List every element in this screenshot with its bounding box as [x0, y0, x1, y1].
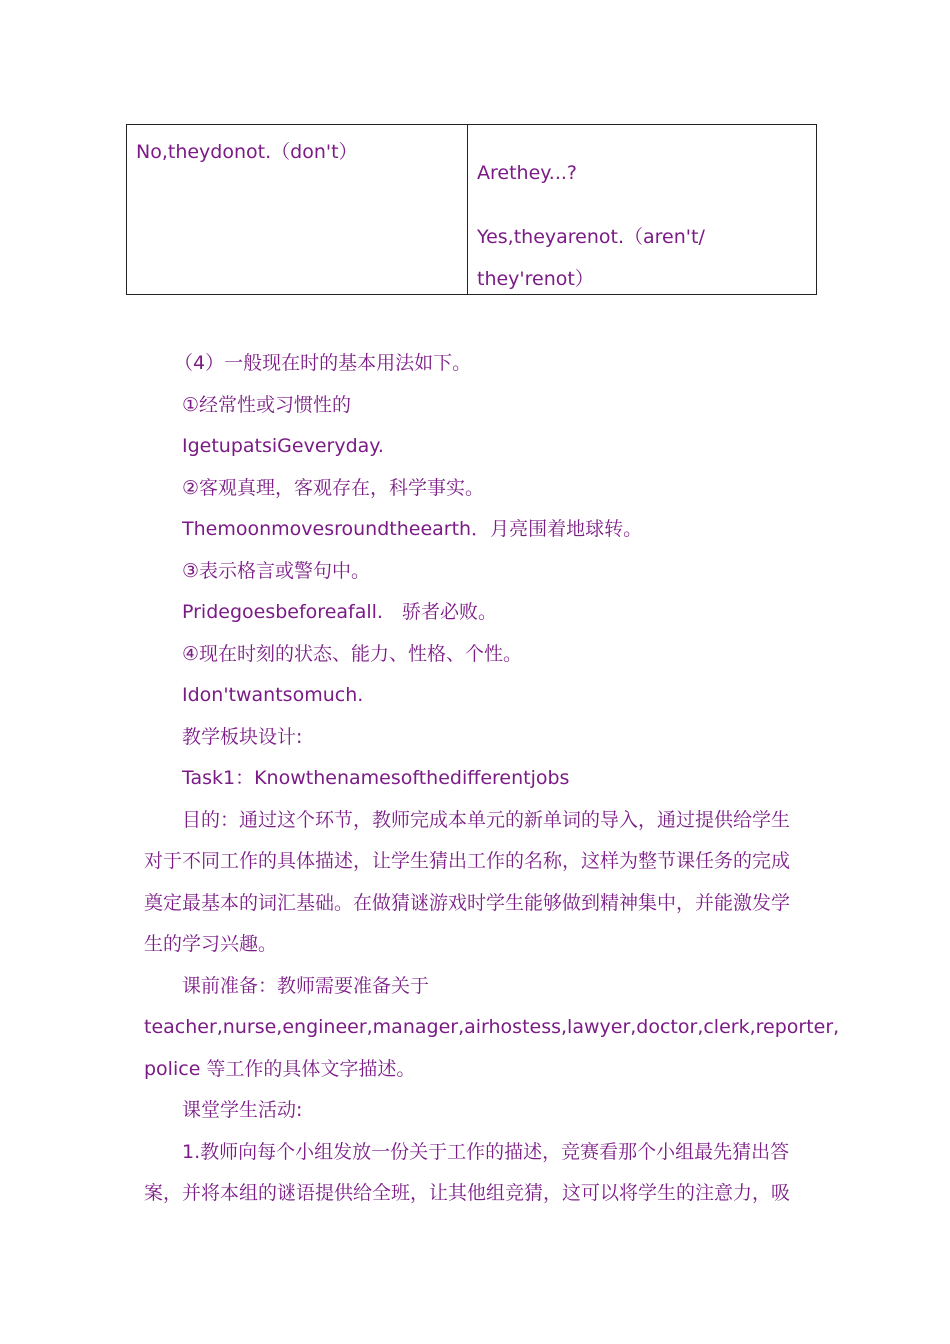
- table-row: [127, 125, 817, 295]
- use3-title: ③表示格言或警句中。: [182, 560, 371, 582]
- negative-answer-do: No,theydonot.（don't）: [136, 141, 358, 163]
- use1-example: IgetupatsiGeveryday.: [182, 435, 384, 457]
- question-be: Arethey...?: [477, 162, 578, 184]
- use4-example: Idon'twantsomuch.: [182, 684, 364, 706]
- design-heading: 教学板块设计:: [182, 726, 303, 748]
- purpose-line: 奠定最基本的词汇基础。在做猜谜游戏时学生能够做到精神集中，并能激发学: [144, 892, 791, 914]
- negative-answer-be: Yes,theyarenot.（aren't/: [477, 226, 705, 248]
- task1-title: Task1：Knowthenamesofthedifferentjobs: [182, 767, 570, 789]
- use2-title: ②客观真理，客观存在，科学事实。: [182, 477, 485, 499]
- negative-answer-be-contd: they'renot）: [477, 268, 594, 290]
- grammar-table: [126, 124, 817, 295]
- use2-example: Themoonmovesroundtheearth．月亮围着地球转。: [182, 518, 643, 540]
- use4-title: ④现在时刻的状态、能力、性格、个性。: [182, 643, 523, 665]
- activity-line: 案，并将本组的谜语提供给全班，让其他组竞猜，这可以将学生的注意力，吸: [144, 1182, 791, 1204]
- prep-line: teacher,nurse,engineer,manager,airhostess,lawyer,doctor,clerk,reporter,: [144, 1016, 840, 1038]
- purpose-line: 目的：通过这个环节，教师完成本单元的新单词的导入，通过提供给学生: [182, 809, 791, 831]
- prep-line: 课前准备：教师需要准备关于: [182, 975, 430, 997]
- prep-line: police 等工作的具体文字描述。: [144, 1058, 416, 1080]
- table-cell-right: [468, 125, 817, 295]
- table-cell-left: [127, 125, 468, 295]
- purpose-line: 生的学习兴趣。: [144, 933, 278, 955]
- purpose-line: 对于不同工作的具体描述，让学生猜出工作的名称，这样为整节课任务的完成: [144, 850, 791, 872]
- section-heading-4: （4）一般现在时的基本用法如下。: [174, 352, 472, 374]
- use3-example: Pridegoesbeforeafall. 骄者必败。: [182, 601, 497, 623]
- activity-line: 1.教师向每个小组发放一份关于工作的描述，竞赛看那个小组最先猜出答: [182, 1141, 790, 1163]
- activity-heading: 课堂学生活动:: [182, 1099, 303, 1121]
- use1-title: ①经常性或习惯性的: [182, 394, 352, 416]
